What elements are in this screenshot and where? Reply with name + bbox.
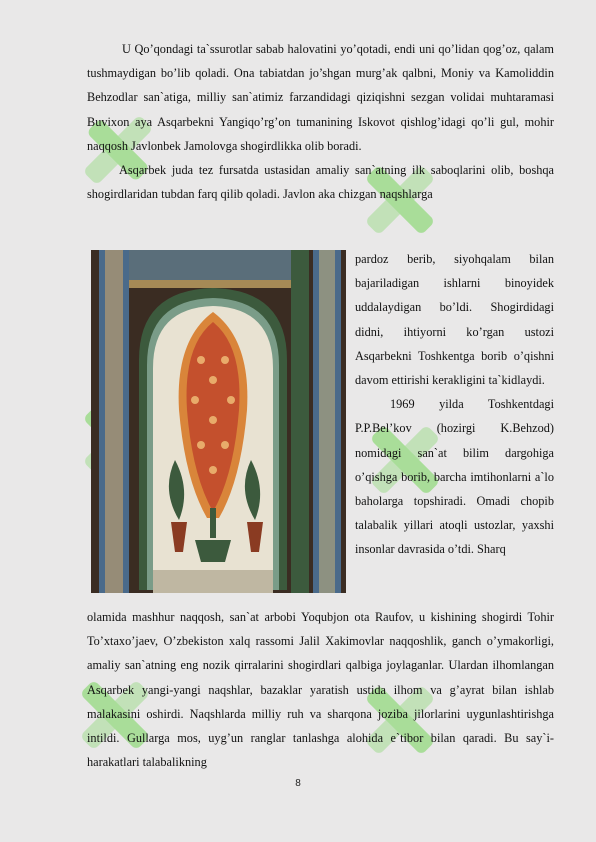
paragraph-3-continued: olamida mashhur naqqosh, san`at arbobi Yoqubjon ota Raufov, u kishining shogirdi Tohir To’xtaxo’jaev, O’zbekiston xalq rassomi Jalil Xakimovlar naqqoshlik, ganch o’ymakorligi, amaliy san`atning eng nozik qirralarini shogirdlari qalbiga joylaganlar. Ulardan ilhomlangan Asqarbek yangi-yangi naqshlar, bazaklar yaratish ustida ilhom va g’ayrat bilan ishlab malakasini oshirdi. Naqshlarda milliy ruh va sharqona joziba jilorlarini uygunlashtirishga intildi. Gullarga mos, uyg’un ranglar tanlashga alohida e`tibor bilan qaradi. Bu say`i-harakatlari talabalikning bbox=[87, 610, 554, 770]
paragraph-1: U Qo’qondagi ta`ssurotlar sabab halovatini yo’qotadi, endi uni qo’lidan qog’oz, qalam tushmaydigan bo’lib qoladi. Ona tabiatdan jo’shgan murg’ak qalbni, Moniy va Kamoliddin Behzodlar san`atiga, milliy san`atimiz farzandidagi qiziqishni sezgan volidai muhtaramasi Buvixon aya Asqarbekni Yangiqo’rg’on tumanining Iskovot qishlog’idagi qo’li gul, mohir naqqosh Javlonbek Jamolovga shogirdlikka olib boradi. bbox=[87, 42, 554, 153]
ornamental-mihrab-niche-photo-icon bbox=[91, 250, 346, 593]
side-paragraph-1: pardoz berib, siyohqalam bilan bajariladigan ishlarni binoyidek uddalaydigan bo’ldi. Shogirdidagi didni, ihtiyorni ko’rgan ustozi Asqarbekni Toshkentga borib o’qishni davom ettirishi kerakligini ta`kidlaydi. bbox=[355, 252, 554, 388]
page-number: 8 bbox=[295, 778, 301, 789]
paragraph-2-start: Asqarbek juda tez fursatda ustasidan amaliy san`atning ilk saboqlarini olib, boshqa shogirdlaridan tubdan farq qilib qoladi. Javlon aka chizgan naqshlarga bbox=[87, 163, 554, 202]
body-text-top bbox=[87, 37, 554, 206]
body-text-bottom bbox=[87, 605, 554, 774]
side-paragraph-2: 1969 yilda Toshkentdagi P.P.Bel’kov (hozirgi K.Behzod) nomidagi san`at bilim dargohiga o’qishga borib, barcha imtihonlarni a`lo baholarga topshiradi. Omadi chopib talabalik yillari atoqli ustozlar, yaxshi insonlar davrasida o’tdi. Sharq bbox=[355, 397, 554, 557]
ornament-photo bbox=[91, 250, 346, 593]
side-text bbox=[355, 247, 554, 562]
